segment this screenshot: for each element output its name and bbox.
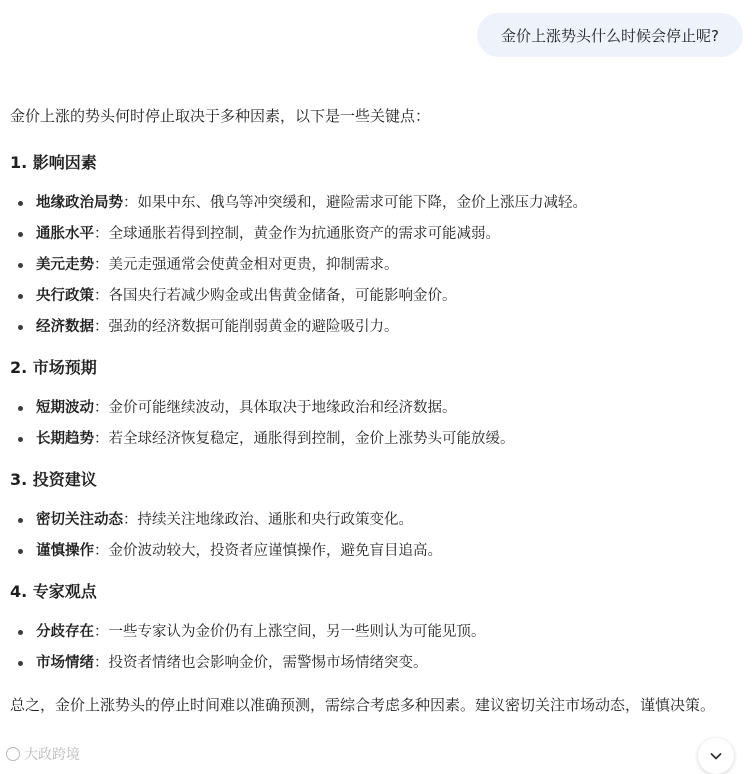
section-market-expectations	[10, 356, 745, 458]
bullet-dot	[18, 518, 23, 523]
bullet-text: ：一些专家认为金价仍有上涨空间，另一些则认为可能见顶。	[94, 624, 486, 640]
chevron-down-icon	[708, 748, 724, 764]
bullet-term: 谨慎操作	[36, 543, 94, 559]
section-investment-advice	[10, 468, 745, 570]
watermark	[6, 744, 80, 764]
bullet-term: 长期趋势	[36, 431, 94, 447]
bullet-dot	[18, 263, 23, 268]
bullet-term: 经济数据	[36, 319, 94, 335]
assistant-answer	[10, 104, 745, 719]
section-heading: 1. 影响因素	[10, 153, 97, 172]
section-influencing-factors	[10, 151, 745, 346]
section-heading: 2. 市场预期	[10, 358, 97, 377]
bullet-dot	[18, 549, 23, 554]
section-heading: 4. 专家观点	[10, 582, 97, 601]
list-item	[10, 396, 745, 427]
bullet-text: ：金价波动较大，投资者应谨慎操作，避免盲目追高。	[94, 543, 442, 559]
list-item	[10, 427, 745, 458]
list-item	[10, 315, 745, 346]
bullet-term: 美元走势	[36, 257, 94, 273]
section-expert-opinions	[10, 580, 745, 682]
bullet-dot	[18, 232, 23, 237]
section-heading: 3. 投资建议	[10, 470, 97, 489]
bullet-text: ：持续关注地缘政治、通胀和央行政策变化。	[123, 512, 413, 528]
bullet-list	[10, 191, 745, 346]
bullet-dot	[18, 661, 23, 666]
list-item	[10, 191, 745, 222]
bullet-dot	[18, 406, 23, 411]
user-message-bubble	[477, 13, 743, 57]
answer-conclusion: 总之，金价上涨势头的停止时间难以准确预测，需综合考虑多种因素。建议密切关注市场动态，谨慎决策。	[10, 696, 716, 714]
list-item	[10, 508, 745, 539]
bullet-list	[10, 508, 745, 570]
bullet-dot	[18, 294, 23, 299]
user-message-text: 金价上涨势头什么时候会停止呢?	[501, 26, 719, 45]
bullet-list	[10, 620, 745, 682]
bullet-term: 央行政策	[36, 288, 94, 304]
scroll-to-bottom-button[interactable]	[698, 738, 734, 774]
list-item	[10, 651, 745, 682]
list-item	[10, 284, 745, 315]
list-item	[10, 222, 745, 253]
answer-intro: 金价上涨的势头何时停止取决于多种因素，以下是一些关键点：	[10, 107, 431, 125]
list-item	[10, 253, 745, 284]
bullet-text: ：全球通胀若得到控制，黄金作为抗通胀资产的需求可能减弱。	[94, 226, 500, 242]
bullet-term: 短期波动	[36, 400, 94, 416]
bullet-text: ：强劲的经济数据可能削弱黄金的避险吸引力。	[94, 319, 399, 335]
bullet-term: 通胀水平	[36, 226, 94, 242]
bullet-list	[10, 396, 745, 458]
bullet-term: 地缘政治局势	[36, 195, 123, 211]
bullet-text: ：投资者情绪也会影响金价，需警惕市场情绪突变。	[94, 655, 428, 671]
bullet-dot	[18, 630, 23, 635]
watermark-text: 大政跨境	[24, 747, 80, 763]
bullet-dot	[18, 201, 23, 206]
bullet-text: ：如果中东、俄乌等冲突缓和，避险需求可能下降，金价上涨压力减轻。	[123, 195, 587, 211]
bullet-text: ：美元走强通常会使黄金相对更贵，抑制需求。	[94, 257, 399, 273]
bullet-term: 分歧存在	[36, 624, 94, 640]
list-item	[10, 539, 745, 570]
wechat-logo-icon	[6, 747, 20, 761]
bullet-dot	[18, 325, 23, 330]
bullet-text: ：若全球经济恢复稳定，通胀得到控制，金价上涨势头可能放缓。	[94, 431, 515, 447]
bullet-text: ：各国央行若减少购金或出售黄金储备，可能影响金价。	[94, 288, 457, 304]
bullet-term: 市场情绪	[36, 655, 94, 671]
bullet-term: 密切关注动态	[36, 512, 123, 528]
bullet-dot	[18, 437, 23, 442]
bullet-text: ：金价可能继续波动，具体取决于地缘政治和经济数据。	[94, 400, 457, 416]
list-item	[10, 620, 745, 651]
